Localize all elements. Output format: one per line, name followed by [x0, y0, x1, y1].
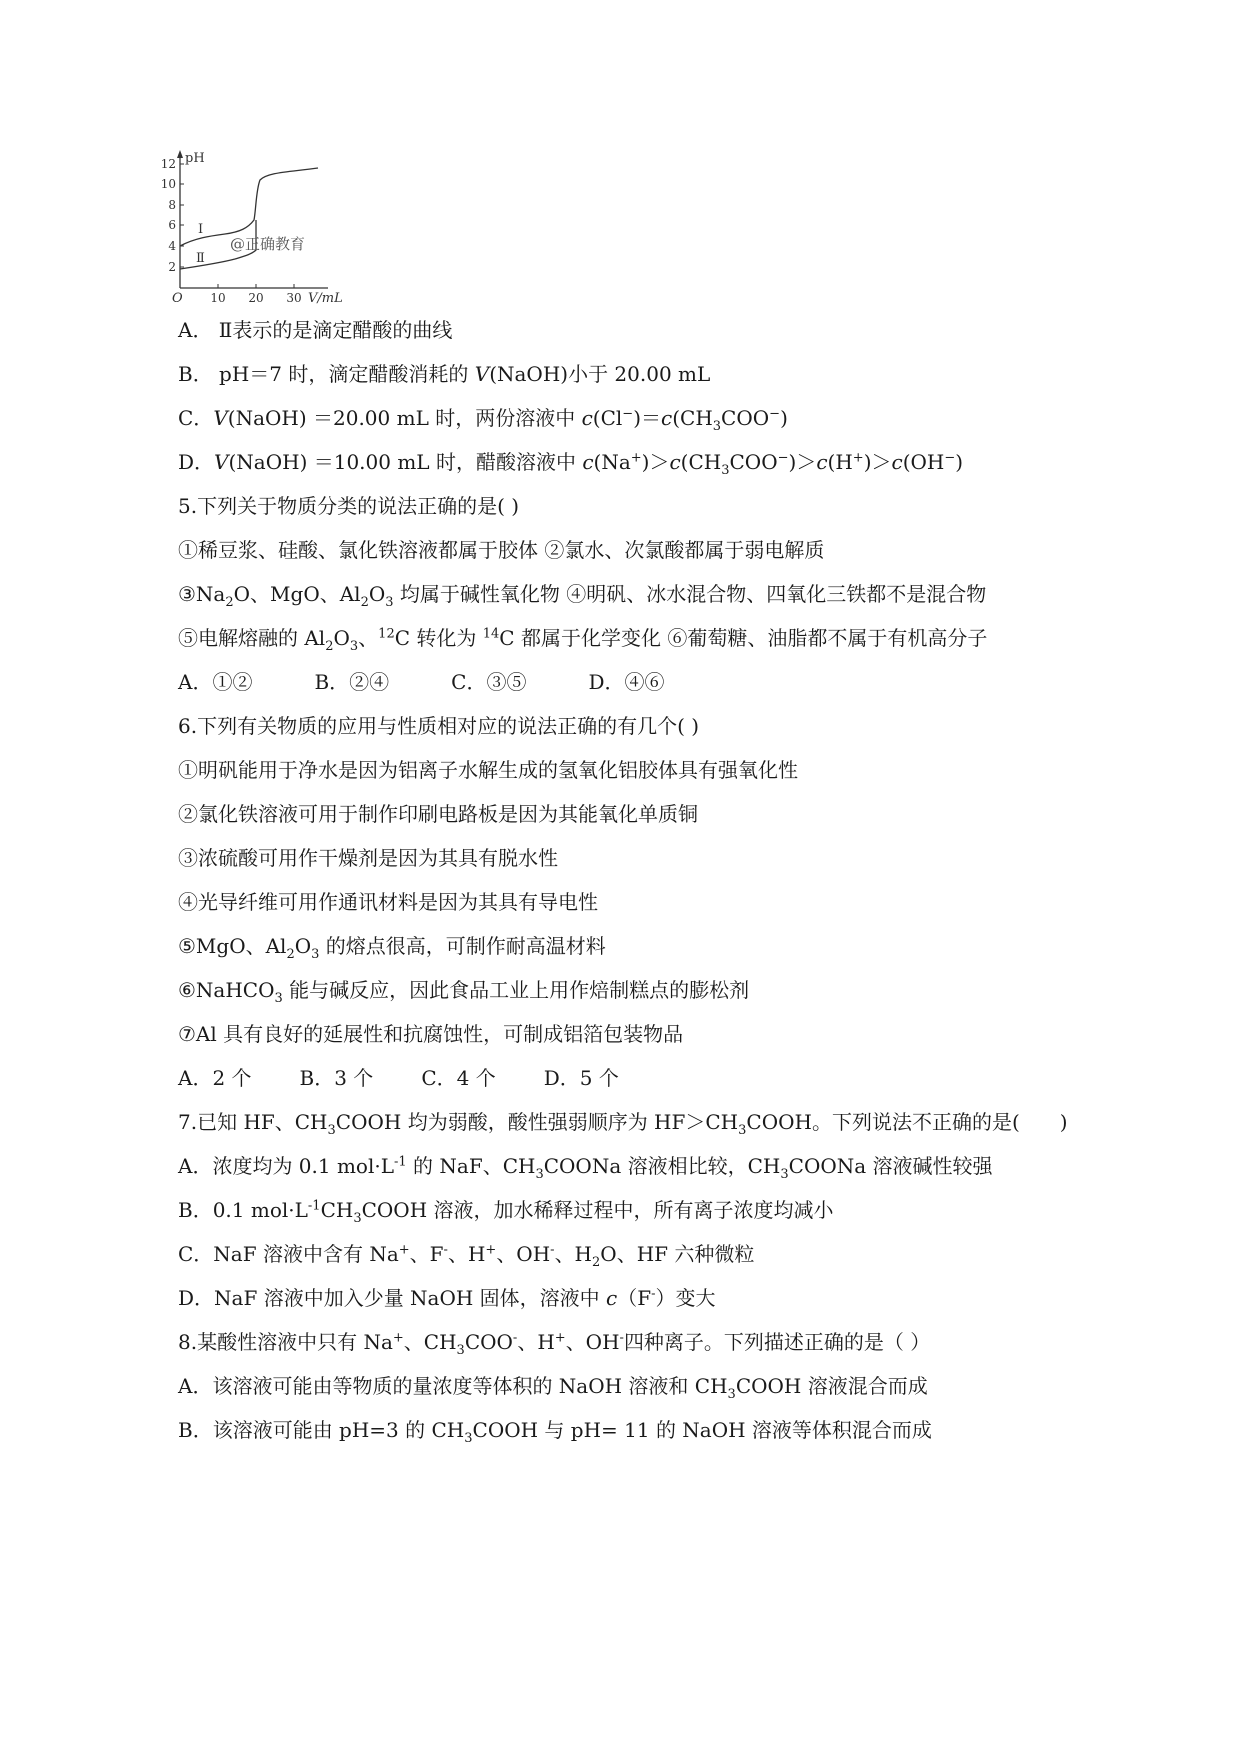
q6-option-c: C．4 个 [421, 1066, 496, 1090]
curve-II-label: Ⅱ [196, 251, 205, 266]
y-axis-label: pH [185, 151, 205, 166]
y-tick: 10 [160, 177, 176, 191]
q6-item-6: ⑥NaHCO$_3$ 能与碱反应，因此食品工业上用作焙制糕点的膨松剂 [178, 978, 750, 1006]
q6-item-1: ①明矾能用于净水是因为铝离子水解生成的氢氧化铝胶体具有强氧化性 [178, 758, 798, 782]
q8-option-b: B．该溶液可能由 pH=3 的 $CH_3COOH$ 与 pH= 11 的 NaOH 溶液等体积混合而成 [178, 1418, 932, 1446]
y-tick: 4 [168, 239, 176, 253]
q5-item-line2: $③Na_2O$、MgO、$Al_2O_3$ 均属于碱性氧化物 ④明矾、冰水混合物、四氧化三铁都不是混合物 [178, 582, 987, 610]
x-tick: 20 [248, 291, 264, 305]
q5-item-line1: ①稀豆浆、硅酸、氯化铁溶液都属于胶体 ②氯水、次氯酸都属于弱电解质 [178, 538, 825, 562]
q7-option-a: A．浓度均为 0.1 $mol\cdot L^{-1}$ 的 NaF、$CH_3COONa$ 溶液相比较，$CH_3COONa$ 溶液碱性较强 [178, 1154, 993, 1182]
q6-item-4: ④光导纤维可用作通讯材料是因为其具有导电性 [178, 890, 598, 914]
q6-item-3: ③浓硫酸可用作干燥剂是因为其具有脱水性 [178, 846, 558, 870]
q5-item-line3: ⑤电解熔融的 $Al_2O_3$、$^{12}$C 转化为 $^{14}$C 都属于化学变化 ⑥葡萄糖、油脂都不属于有机高分子 [178, 626, 988, 654]
q6-item-2: ②氯化铁溶液可用于制作印刷电路板是因为其能氧化单质铜 [178, 802, 698, 826]
q7-option-c: C．NaF 溶液中含有 Na+、F-、H+、OH-、$H_2O$、HF 六种微粒 [178, 1242, 755, 1270]
y-tick: 2 [168, 260, 176, 274]
origin-label: O [172, 291, 183, 306]
x-tick: 30 [286, 291, 302, 305]
q6-option-d: D．5 个 [543, 1066, 619, 1090]
x-axis-label: V/mL [308, 291, 343, 306]
q7-option-d: D．NaF 溶液中加入少量 NaOH 固体，溶液中 c（F-）变大 [178, 1286, 716, 1310]
q5-options [178, 670, 727, 694]
q6-item-5: ⑤MgO、$Al_2O_3$ 的熔点很高，可制作耐高温材料 [178, 934, 606, 962]
q5-option-c: C．③⑤ [451, 670, 527, 694]
q5-option-d: D．④⑥ [588, 670, 665, 694]
q5-option-b: B．②④ [314, 670, 390, 694]
watermark: @正确教育 [230, 235, 306, 253]
q5-option-a: A．①② [178, 670, 253, 694]
curve-I-label: Ⅰ [198, 222, 204, 237]
q4-option-c: C．V(NaOH) ＝20.00 mL 时，两份溶液中 $c(Cl^-)=c(CH_3COO^-)$ [178, 406, 788, 434]
q6-option-a: A．2 个 [178, 1066, 252, 1090]
y-axis-arrow [177, 150, 183, 158]
q6-option-b: B．3 个 [299, 1066, 374, 1090]
q5-stem: 5.下列关于物质分类的说法正确的是( ) [178, 494, 520, 518]
q7-option-b: B．0.1 $mol\cdot L^{-1}CH_3COOH$ 溶液，加水稀释过程中，所有离子浓度均减小 [178, 1198, 834, 1226]
x-tick: 10 [210, 291, 226, 305]
y-tick: 12 [160, 157, 176, 171]
titration-figure [160, 150, 400, 340]
titration-curve-plot [160, 150, 400, 340]
q8-option-a: A．该溶液可能由等物质的量浓度等体积的 NaOH 溶液和 $CH_3COOH$ 溶液混合而成 [178, 1374, 928, 1402]
y-tick: 8 [168, 198, 176, 212]
q8-stem: 8.某酸性溶液中只有 Na+、$CH_3COO^-$、H+、OH-四种离子。下列描述正确的是（ ） [178, 1330, 931, 1358]
q4-option-d: D．V(NaOH) ＝10.00 mL 时，醋酸溶液中 $c(Na^+)>c(CH_3COO^-)>c(H^+)>c(OH^-)$ [178, 450, 964, 478]
q6-options [178, 1066, 681, 1090]
q6-item-7: ⑦Al 具有良好的延展性和抗腐蚀性，可制成铝箔包装物品 [178, 1022, 684, 1046]
q6-stem: 6.下列有关物质的应用与性质相对应的说法正确的有几个( ) [178, 714, 700, 738]
y-tick: 6 [168, 218, 176, 232]
q7-stem: 7.已知 HF、$CH_3COOH$ 均为弱酸，酸性强弱顺序为 $HF>CH_3COOH$。下列说法不正确的是( ) [178, 1110, 1068, 1138]
q4-option-a: A． Ⅱ表示的是滴定醋酸的曲线 [178, 318, 453, 342]
q4-option-b: B． pH＝7 时，滴定醋酸消耗的 V(NaOH)小于 20.00 mL [178, 362, 711, 386]
